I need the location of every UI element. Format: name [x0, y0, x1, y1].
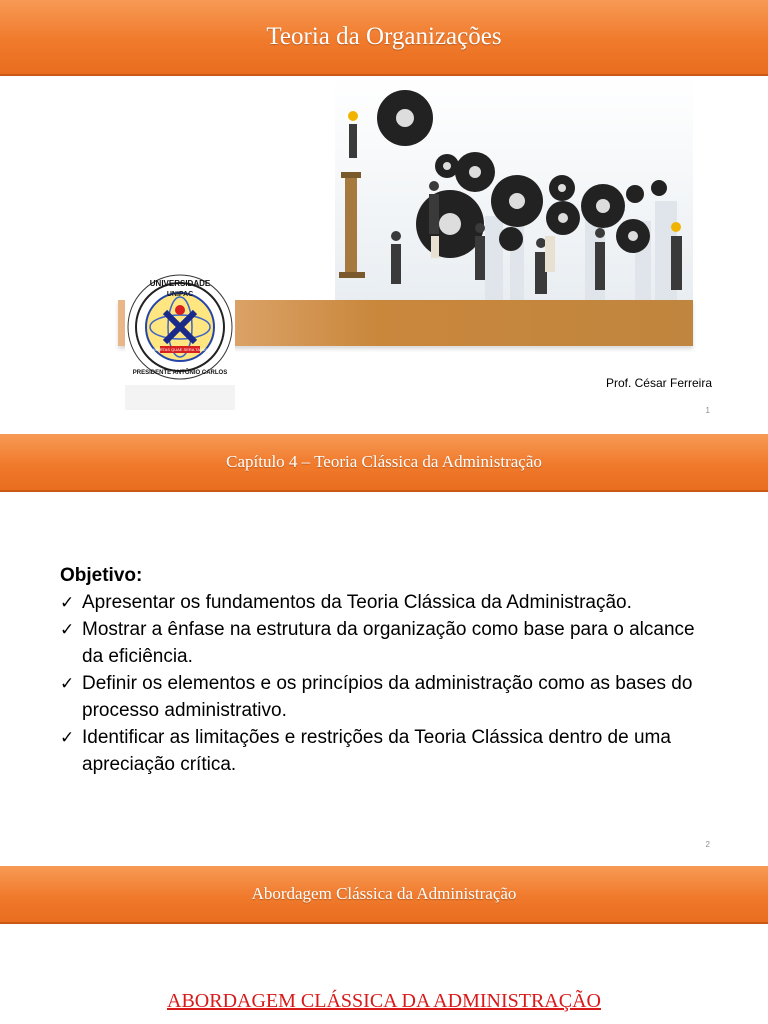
objective-section [60, 565, 710, 778]
check-icon: ✓ [60, 620, 75, 639]
slide-gap-1 [0, 420, 768, 434]
objective-heading: Objetivo: [60, 565, 143, 586]
objective-bullet-text: Mostrar a ênfase na estrutura da organização como base para o alcance da eficiência. [82, 619, 695, 667]
logo-text-unipac: UNIPAC [166, 291, 194, 298]
slide-3-heading: ABORDAGEM CLÁSSICA DA ADMINISTRAÇÃO [167, 990, 601, 1012]
gears-illustration [335, 76, 693, 300]
professor-name: Prof. César Ferreira [605, 376, 712, 390]
slide-3-title-bar [0, 866, 768, 924]
slide-1-page-number: 1 [705, 406, 710, 415]
slide-1-title-bar [0, 0, 768, 76]
objective-bullet [60, 670, 710, 724]
objective-bullet-text: Identificar as limitações e restrições da Teoria Clássica dentro de uma apreciação crítica. [82, 727, 671, 775]
slide-2-title: Capítulo 4 – Teoria Clássica da Administração [226, 452, 542, 471]
check-icon: ✓ [60, 728, 75, 747]
slide-1 [0, 0, 768, 420]
objective-bullet-text: Definir os elementos e os princípios da administração como as bases do processo administrativo. [82, 673, 693, 721]
slide-2-title-bar [0, 434, 768, 492]
slide-2-page-number: 2 [705, 840, 710, 849]
objective-bullet [60, 616, 710, 670]
logo-motto: LIBERTAS QUAE SERA TAMEN [151, 347, 209, 352]
objective-bullet-text: Apresentar os fundamentos da Teoria Clássica da Administração. [82, 592, 632, 613]
check-icon: ✓ [60, 674, 75, 693]
objective-bullet [60, 724, 710, 778]
objective-bullet [60, 589, 710, 616]
slide-gap-2 [0, 857, 768, 866]
logo-text-top: UNIVERSIDADE [149, 279, 211, 288]
university-logo [125, 270, 235, 410]
check-icon: ✓ [60, 593, 75, 612]
slide-3-title: Abordagem Clássica da Administração [251, 884, 517, 903]
slide-1-title: Teoria da Organizações [266, 23, 502, 50]
logo-text-bottom: PRESIDENTE ANTÔNIO CARLOS [132, 370, 228, 376]
